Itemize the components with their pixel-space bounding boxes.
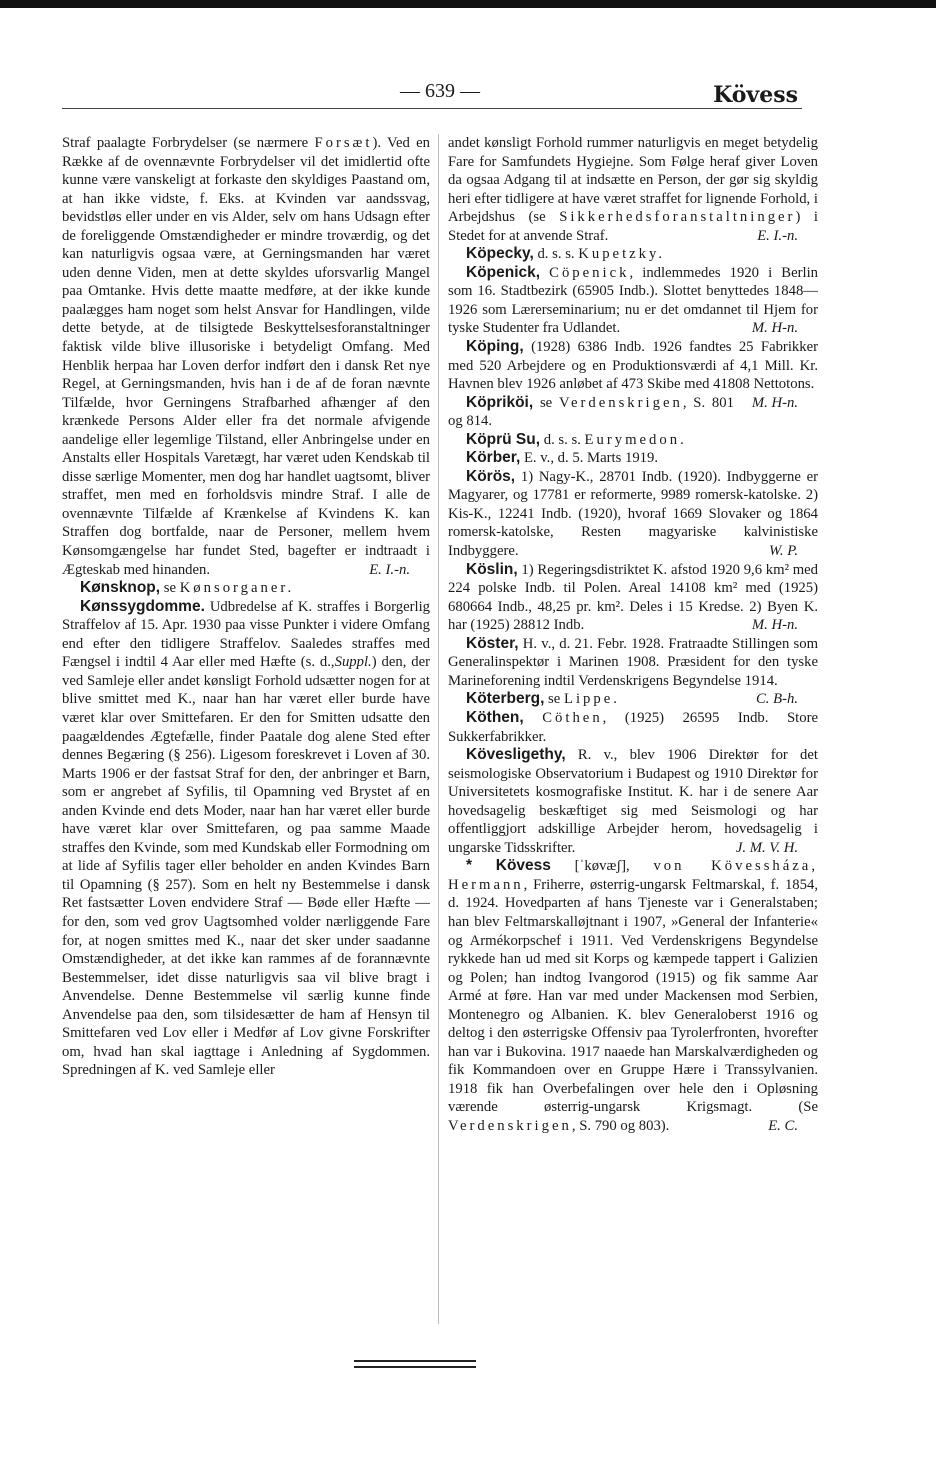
entry-text: ) i Stedet for at anvende Straf. [448,209,818,244]
entry-headword: Kønsknop, [80,579,161,597]
entry-kothen [448,709,818,746]
author-signature: E. C. [768,1117,798,1134]
entry-text: , S. 801 og 814. [448,394,734,430]
cross-reference: Forsæt [314,135,373,151]
entry-text: d. s. s. [543,431,581,448]
entry-headword: Köprü Su, [466,430,541,448]
author-signature: C. B-h. [755,691,798,708]
entry-text: Straf paalagte Forbrydelser (se nærmere [62,135,309,151]
entry-headword: Kövesligethy, [466,746,566,764]
entry-headword: Köping, [466,338,524,356]
entry-headword: Köslin, [466,560,518,578]
cross-reference: Verdenskrigen [448,1117,572,1134]
entry-text: ). Ved en Række af de ovennævnte Forbrydelser vil det imidlertid ofte kunne være vanskeligt at forkaste den skyldiges Paastand om, at han ikke vidste, f. Eks. at Kvinden var aandssvag, bevidstløs eller under en vis Alder, selv om hans Udsagn efter de foreliggende Omstændigheder er mindre troværdig, og det kan naturligvis ogsaa være, at Gerningsmanden har været uden denne Viden, men at dette skyldes uforsvarlig Mangel paa Omtanke. Hvis dette maatte medføre, at der ikke kunde paalægges ham noget som helst Ansvar for Handlingen, vilde dette betyde, at de tilsigtede Beskyttelsesforanstaltninger faktisk vilde blive illusoriske i betydeligt Omfang. Med Henblik herpaa har Loven derfor indført den i dansk Ret nye Regel, at Gerningsmanden, hvis han i de af de foran nævnte Tilfælde, hvor Gerningens Strafbarhed afhænger af den krænkede Persons Alder eller fra det normale afvigende aandelige eller legemlige Tilstand, eller Anbringelse under en Anstalts eller Hospitals Varetægt, har været uden Kendskab til disse særlige Momenter, men dog har handlet uagtsomt, bliver straffet, men med en forholdsvis mindre Straf. I alle de ovennævnte Tilfælde af Krænkelse af Kvindens K. kan Straffen dog bortfalde, naar de Personer, mellem hvem Kønsomgængelse har fundet Sted, bagefter er indtraadt i Ægteskab med hinanden. [62,135,430,578]
author-signature: M. H-n. [751,320,798,337]
left-column [62,134,430,1080]
column-divider [438,134,439,1324]
right-column [448,134,818,1136]
entry-text: d. s. s. [537,246,575,263]
entry-text: (1928) 6386 Indb. 1926 fandtes 25 Fabrikker med 520 Arbejdere og en Produktionsværdi af 4,1 Mill. Kr. Havnen blev 1926 anløbet af 473 Skibe med 41808 Nettotons. [448,339,819,393]
entry-text: ) den, der ved Samleje eller andet kønsligt Forhold udsætter nogen for at blive smittet med K., naar han har været eller burde have været klar over Smittefaren. Er den for Smitten udsatte den paagældendes Ægtefælle, finder Paatale dog alene Sted efter dennes Begæring (§ 256). Ligesom foreskrevet i Loven af 30. Marts 1906 er der fastsat Straf for den, der anbringer et Barn, som er angrebet af Syfilis, til Opamning ved Brystet af en anden Kvinde end dets Moder, naar han har været eller burde have været klar over Smittefaren, og paa samme Maade straffes den Kvinde, som med Kundskab eller Formodning om at lide af Syfilis tager eller beholder en anden Kvindes Barn til Opamning (§ 257). Som en helt ny Bestemmelse i dansk Ret fastsætter Loven endvidere Straf — Bøde eller Hæfte — for den, som ved grov Uagtsomhed volder nærliggende Fare for, at nogen smittes med K., naar det sker under saadanne Omstændigheder, at det ikke kan rammes af de forannævnte Bestemmelser, idet disse naturligvis saa vil blive bragt i Anvendelse. Denne Bestemmelse vil særlig kunne finde Anvendelse paa den, som tilsidesætter de ham af Hensyn til Smittefaren ved Lov eller i Medfør af Lov givne Forskrifter om, hvad han skal iagttage i Anledning af Sygdommen. Spredningen af K. ved Samleje eller [62,654,430,1079]
entry-text: R. v., blev 1906 Direktør for det seismologiske Observatorium i Budapest og 1910 Direktør for Universitetets kosmografiske Institut. K. har i de senere Aar hovedsagelig beskæftiget sig med Seismologi og har offentliggjort adskillige Arbejder herom, hovedsagelig i ungarske Tidsskrifter. [448,747,818,856]
entry-konssygdomme [62,598,430,1080]
entry-headword: Köterberg, [466,690,545,708]
entry-text: Udbredelse af K. straffes i Borgerlig Straffelov af 15. Apr. 1930 paa visse Punkter i videre Omfang end efter den tidligere Straffelov. Saaledes straffes med Fængsel i indtil 4 Aar eller med Hæfte (s. d., [62,598,431,671]
entry-headword: Körös, [466,467,516,485]
entry-text: , S. 790 og 803). [571,1117,670,1134]
entry-text: H. v., d. 21. Febr. 1928. Fratraadte Stillingen som Generalinspektør i Marinen 1908. Præsident for den tyske Marineforening indtil Verdenskrigens Begyndelse 1914. [448,635,818,689]
cross-reference: Sikkerhedsforanstaltninger [559,209,796,226]
entry-text: se [548,691,561,708]
footer-rule [354,1366,476,1368]
cross-reference: Lippe. [563,691,620,708]
cross-reference: Cöpenick [549,264,630,281]
cross-reference: Eurymedon. [584,431,687,448]
author-signature: M. H-n. [751,617,798,634]
entry-headword: Köpecky, [466,245,534,263]
author-signature: J. M. V. H. [735,839,798,856]
entry-headword: Kønssygdomme. [80,597,205,615]
entry-headword: Kövess [495,857,551,875]
entry-text: se [163,580,177,597]
entry-headword: Köpriköi, [466,393,534,411]
entry-koslin [448,561,818,635]
cross-reference: Verdenskrigen [558,394,683,411]
pronunciation: [ˈkøvæʃ], [574,858,630,875]
entry-text: E. v., d. 5. Marts 1919. [523,450,659,467]
name-spaced: von Kövessháza, Hermann [448,858,819,893]
cross-reference: Kønsorganer. [179,580,295,597]
entry-konsknop [62,579,430,598]
running-head: Kövess [713,82,798,108]
entry-text: 1) Regeringsdistriktet K. afstod 1920 9,6 km² med 224 polske Indb. til Polen. Areal 14108 km² med (1925) 680664 Indb., 48,25 pr. km². Deles i 15 Kredse. 2) Byen K. har (1925) 28812 Indb. [448,561,819,634]
entry-headword: Köster, [466,634,519,652]
entry-kovess [448,857,818,1135]
entry-kopru-su [448,431,818,450]
entry-korber [448,449,818,468]
continued-entry-konssygdomme [448,134,818,245]
author-signature: W. P. [769,543,798,560]
entry-text: , (1925) 26595 Indb. Store Sukkerfabrikker. [448,709,818,745]
supplement-reference: Suppl. [334,654,372,671]
entry-text: , Friherre, østerrig-ungarsk Feltmarskal, f. 1854, d. 1924. Hovedparten af hans Tjeneste var i Generalstaben; han blev Feltmarskalløjtnant i 1907, »General der Infanterie« og Armékorpschef i 1911. Ved Verdenskrigens Begyndelse rykkede han ud med sit Korps og kæmpede tappert i Galizien og Polen; han indtog Ivangorod (1915) og fik samme Aar Armé at føre. Han var med under Mackensen mod Serbien, Montenegro og Albanien. K. blev Generaloberst 1916 og deltog i den østerrigske Offensiv paa Tyrolerfronten, hvorefter han var i Bukovina. 1917 naaede han Marskalværdigheden og fik Kommandoen over en Gruppe Hære i Transsylvanien. 1918 fik han Overbefalingen over hele den i Opløsning værende østerrig-ungarsk Krigsmagt. (Se [448,876,818,1116]
header-rule [62,108,802,109]
entry-text: , indlemmedes 1920 i Berlin som 16. Stadtbezirk (65905 Indb.). Slottet benyttedes 1848—1926 som Lærerseminarium; nu er det omdannet til Hjem for tyske Studenter fra Udlandet. [448,264,818,337]
continued-entry-forbrydelser [62,134,430,579]
entry-kopecky [448,245,818,264]
page-number: — 639 — [400,80,480,102]
cross-reference: Cöthen [542,709,603,726]
entry-koros [448,468,818,561]
supplement-star: * [466,857,473,875]
entry-text: 1) Nagy-K., 28701 Indb. (1920). Indbyggerne er Magyarer, og 17781 er reformerte, 9989 romersk-katolske. 2) Kis-K., 12241 Indb. (1920), hvoraf 1669 Slovaker og 1864 romersk-katolske, Resten magyariske kalvinistiske Indbyggere. [448,468,818,560]
author-signature: M. H-n. [751,394,798,411]
entry-headword: Körber, [466,449,521,467]
author-signature: E. I.-n. [757,227,798,244]
author-signature: E. I.-n. [369,561,410,578]
entry-headword: Köpenick, [466,263,541,281]
entry-headword: Köthen, [466,708,524,726]
top-border [0,0,936,8]
cross-reference: Kupetzky. [578,246,666,263]
entry-kopenick [448,264,818,338]
entry-text: se [539,394,553,411]
footer-rule [354,1360,476,1362]
entry-text: andet kønsligt Forhold rummer naturligvis en meget betydelig Fare for Samfundets Hygiejne. Som Følge heraf giver Loven da ogsaa Adgang til at indsætte en Person, der gør sig skyldig heri efter tidligere at have været straffet for lignende Forhold, i Arbejdshus (se [448,135,818,226]
entry-kovesligethy [448,746,818,857]
